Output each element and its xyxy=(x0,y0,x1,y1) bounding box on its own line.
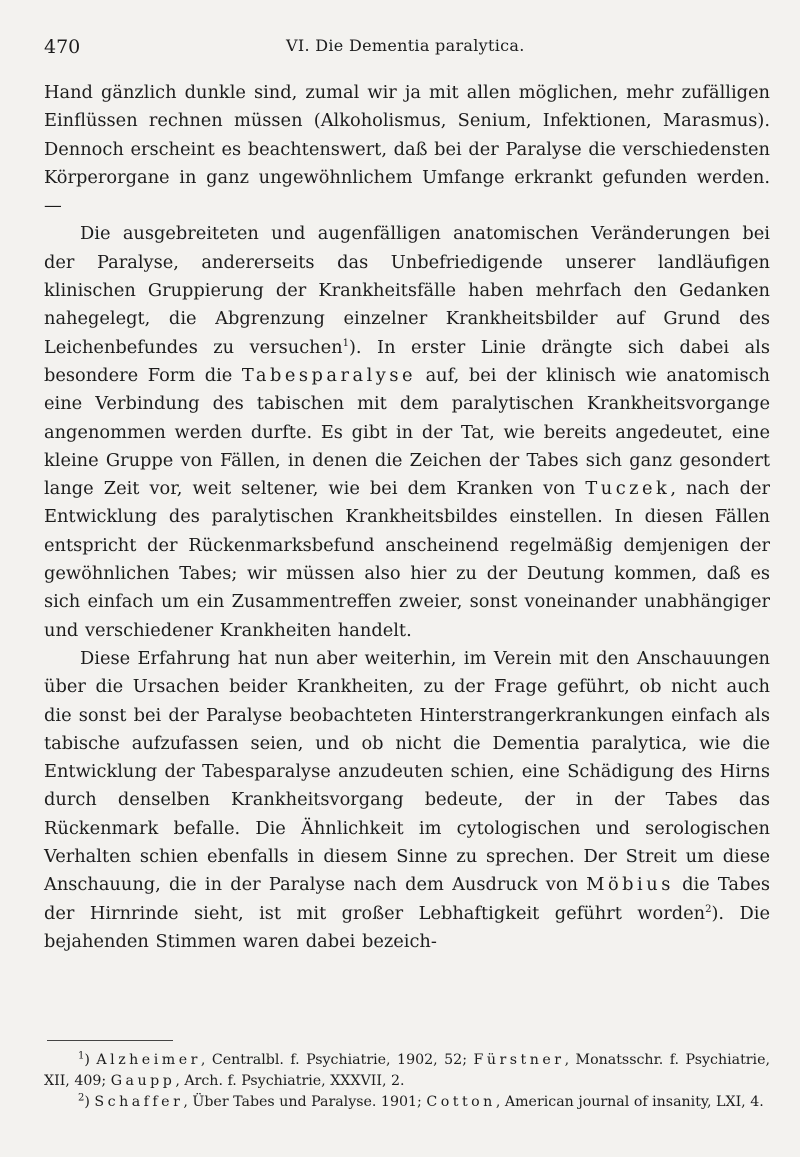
footnote-1-text-1: , Centralbl. f. Psychiatrie, 1902, 52; xyxy=(200,1052,467,1068)
page-number: 470 xyxy=(44,36,81,58)
paragraph-1: Hand gänzlich dunkle sind, zumal wir ja mit allen möglichen, mehr zufälligen Einflüssen rechnen müssen (Alkoholismus, Senium, Infektionen, Marasmus). Dennoch erscheint es beachtenswert, daß bei der Paralyse die verschiedensten Körperorgane in ganz ungewöhnlichem Umfange erkrankt gefunden werden. — xyxy=(44,82,770,217)
footnote-2-author-schaffer: Schaffer xyxy=(94,1094,184,1110)
footnote-2-text-2: , American journal of insanity, LXI, 4. xyxy=(495,1094,764,1110)
page-header xyxy=(44,36,770,60)
paragraph-2 xyxy=(44,220,770,644)
footnote-2-text-1: , Über Tabes und Paralyse. 1901; xyxy=(183,1094,422,1110)
footnote-1-text-2: , Monatsschr. f. Psychiatrie, XII, 409; xyxy=(44,1052,770,1089)
paragraph-3-text-2: die Tabes der Hirnrinde sieht, ist mit großer Lebhaftigkeit geführt worden xyxy=(44,874,771,924)
author-moebius: Möbius xyxy=(586,874,674,896)
paragraph-3-text-1: Diese Erfahrung hat nun aber weiterhin, im Verein mit den Anschauungen über die Ursachen beider Krankheiten, zu der Frage geführt, ob nicht auch die sonst bei der Paralyse beobachteten Hinterstrangerkrankungen einfach als tabische aufzufassen seien, und ob nicht die Dementia paralytica, wie die Entwicklung der Tabesparalyse anzudeuten schien, eine Schädigung des Hirns durch denselben Krankheitsvorgang bedeute, der in der Tabes das Rückenmark befalle. Die Ähnlichkeit im cytologischen und serologischen Verhalten schien ebenfalls in diesem Sinne zu sprechen. Der Streit um diese Anschauung, die in der Paralyse nach dem Ausdruck von xyxy=(44,647,770,896)
footnote-2: $^2$) Schaffer, Über Tabes und Paralyse. 1901; Cotton, American journal of insanity, LXI, 4. xyxy=(78,1092,764,1110)
paragraph-2-text-1: Die ausgebreiteten und augenfälligen anatomischen Veränderungen bei der Paralyse, andererseits das Unbefriedigende unserer landläufigen klinischen Gruppierung der Krankheitsfälle haben mehrfach den Gedanken nahegelegt, die Abgrenzung einzelner Krankheitsbilder auf Grund des Leichenbefundes zu versuchen xyxy=(44,223,770,358)
footnote-marker-2: 2 xyxy=(78,1092,85,1104)
author-tuczek: Tuczek xyxy=(585,478,671,500)
footnote-1-author-gaupp: Gaupp xyxy=(110,1073,176,1089)
footnote-marker-1: 1 xyxy=(78,1050,85,1062)
footnote-ref-2: 2 xyxy=(705,903,712,915)
footnote-1-text-3: , Arch. f. Psychiatrie, XXXVII, 2. xyxy=(175,1073,405,1089)
footnotes xyxy=(44,1050,770,1113)
footnote-2-author-cotton: Cotton xyxy=(426,1094,496,1110)
paragraph-3 xyxy=(44,645,770,956)
paragraph-2-text-4: , nach der Entwicklung des paralytischen Krankheitsbildes einstellen. In diesen Fällen entspricht der Rückenmarksbefund anscheinend regelmäßig demjenigen der gewöhnlichen Tabes; wir müssen also hier zu der Deutung kommen, daß es sich einfach um ein Zusammentreffen zweier, sonst voneinander unabhängiger und verschiedener Krankheiten handelt. xyxy=(44,478,770,641)
footnote-divider xyxy=(47,1040,173,1041)
footnote-1-author-fuerstner: Fürstner xyxy=(473,1052,565,1068)
body-text xyxy=(44,79,770,956)
paragraph-3-text-3: ). Die bejahenden Stimmen waren dabei bezeich- xyxy=(44,902,770,952)
term-tabesparalyse: Tabesparalyse xyxy=(241,364,416,386)
footnote-1: $^1$) Alzheimer, Centralbl. f. Psychiatrie, 1902, 52; Fürstner, Monatsschr. f. Psychiatrie, XII, 409; Gaupp, Arch. f. Psychiatrie, XXXVII, 2. xyxy=(44,1050,770,1089)
running-title: VI. Die Dementia paralytica. xyxy=(286,36,525,55)
paragraph-2-text-3: auf, bei der klinisch wie anatomisch eine Verbindung des tabischen mit dem paralytischen Krankheitsvorgange angenommen werden durfte. Es gibt in der Tat, wie bereits angedeutet, eine kleine Gruppe von Fällen, in denen die Zeichen der Tabes sich ganz gesondert lange Zeit vor, weit seltener, wie bei dem Kranken von xyxy=(44,364,770,500)
footnote-ref-1: 1 xyxy=(342,337,349,349)
paragraph-2-text-2: ). In erster Linie drängte sich dabei als besondere Form die xyxy=(44,336,770,386)
footnote-1-author-alzheimer: Alzheimer xyxy=(96,1052,201,1068)
